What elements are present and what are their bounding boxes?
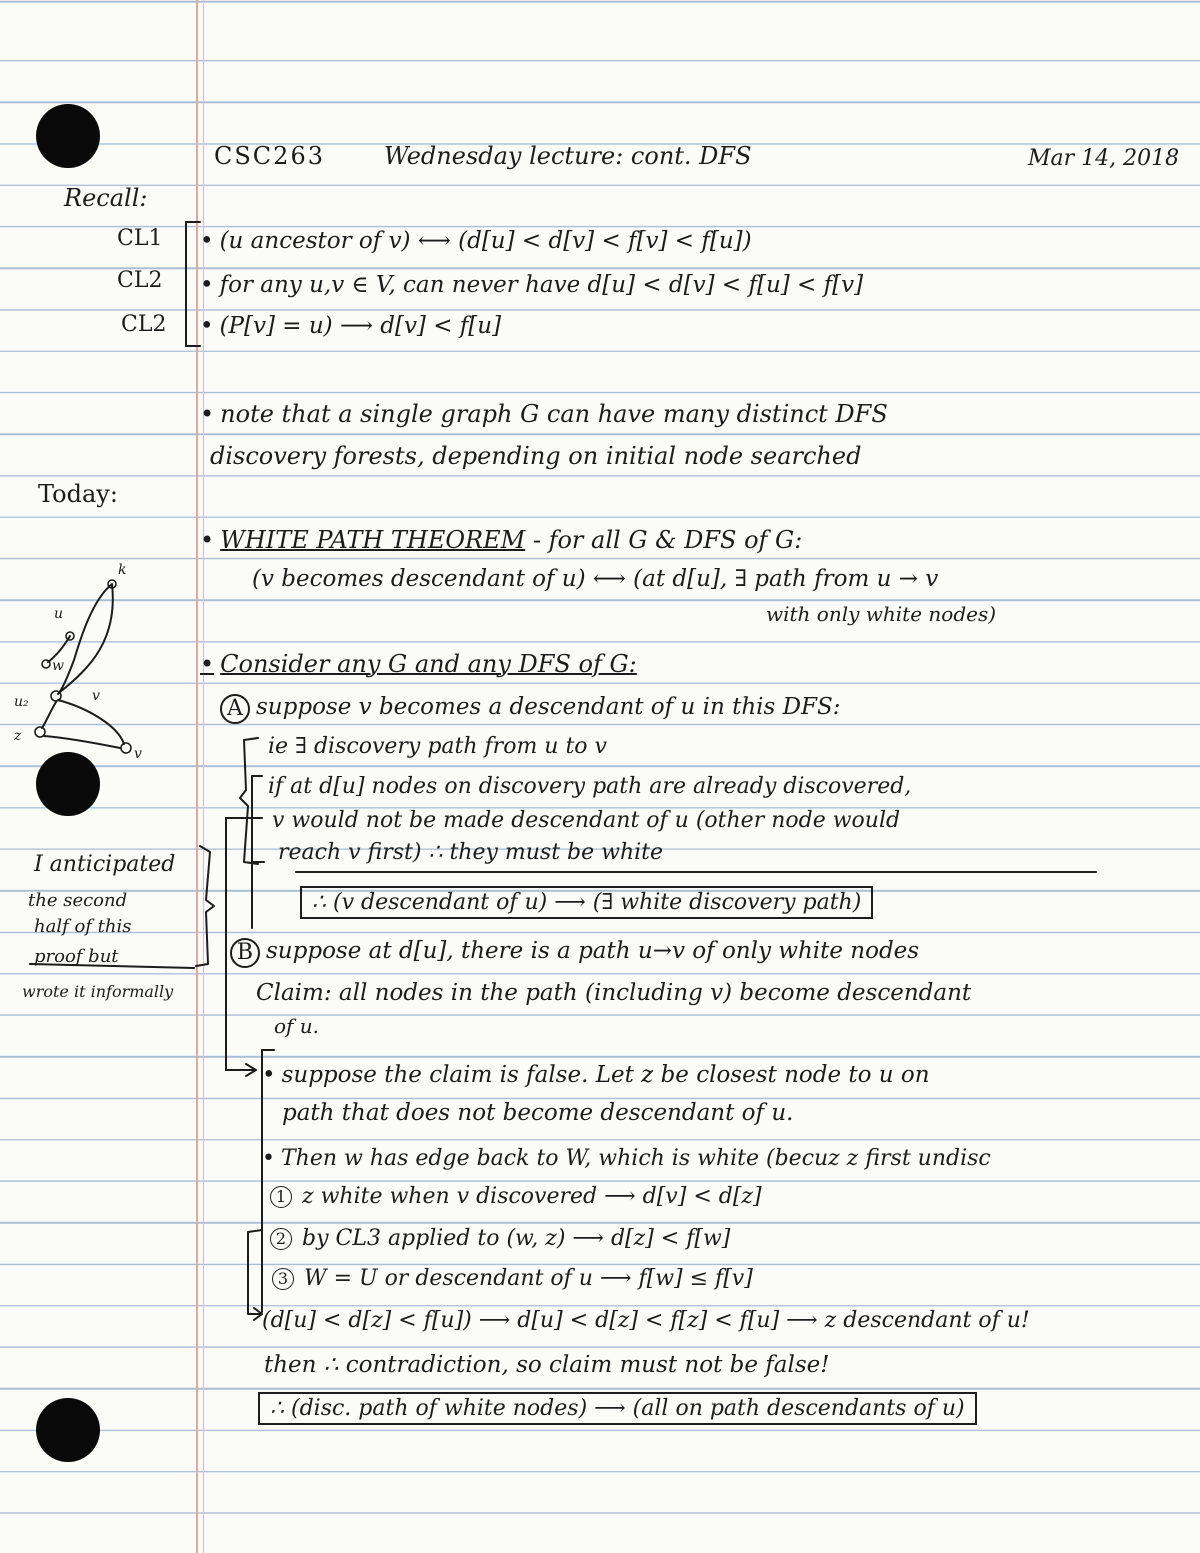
- today-label: Today:: [38, 480, 118, 508]
- graph-label-w: w: [52, 658, 64, 674]
- graph-edge: [58, 700, 124, 744]
- example-graph: [13, 562, 142, 762]
- margin-note-line: wrote it informally: [22, 982, 174, 1001]
- inequality-chain: (d[u] < d[z] < f[u]) ⟶ d[u] < d[z] < f[z] < f[u] ⟶ z descendant of u!: [262, 1308, 1030, 1333]
- part-b-statement: suppose at d[u], there is a path u→v of only white nodes: [266, 938, 920, 964]
- claim-line: Claim: all nodes in the path (including v) become descendant: [256, 980, 972, 1006]
- step-number: 1: [270, 1186, 292, 1208]
- suppose-bracket: [262, 1050, 274, 1312]
- graph-label-z: z: [14, 728, 22, 744]
- recall-tag: CL2: [121, 312, 167, 337]
- part-a-reason: reach v first) ∴ they must be white: [278, 840, 664, 865]
- proof-step: by CL3 applied to (w, z) ⟶ d[z] < f[w]: [302, 1226, 731, 1251]
- part-a-ie: ie ∃ discovery path from u to v: [268, 734, 607, 759]
- graph-label-v: v: [134, 746, 142, 762]
- part-a-reason: v would not be made descendant of u (other node would: [272, 808, 901, 833]
- course-code: CSC263: [214, 142, 325, 170]
- step-number: 3: [272, 1268, 294, 1290]
- contradiction-line: then ∴ contradiction, so claim must not be false!: [264, 1352, 830, 1378]
- graph-edge: [42, 702, 56, 728]
- graph-edge: [44, 736, 120, 748]
- proof-step: z white when v discovered ⟶ d[v] < d[z]: [302, 1184, 762, 1209]
- recall-tag: CL2: [117, 268, 163, 293]
- margin-note-line: half of this: [34, 916, 132, 937]
- margin-note-line: the second: [28, 890, 128, 911]
- graph-label-k: k: [118, 562, 127, 578]
- part-a-reason: if at d[u] nodes on discovery path are already discovered,: [268, 774, 912, 799]
- recall-item: • (u ancestor of v) ⟷ (d[u] < d[v] < f[v] < f[u]): [200, 228, 752, 254]
- note-line: • note that a single graph G can have many distinct DFS: [200, 400, 888, 428]
- proof-intro: • Consider any G and any DFS of G:: [200, 650, 637, 678]
- recall-item: • (P[v] = u) ⟶ d[v] < f[u]: [200, 313, 501, 339]
- part-a-statement: suppose v becomes a descendant of u in this DFS:: [256, 694, 841, 720]
- recall-tag: CL1: [117, 226, 163, 251]
- margin-note-underline: [30, 964, 194, 968]
- contradiction-setup: • suppose the claim is false. Let z be closest node to u on: [262, 1062, 930, 1088]
- step-number: 2: [270, 1228, 292, 1250]
- graph-node: [121, 743, 131, 753]
- claim-line: of u.: [274, 1014, 320, 1038]
- part-b-marker: B: [230, 938, 260, 968]
- part-a-conclusion: ∴ (v descendant of u) ⟶ (∃ white discovery path): [300, 886, 873, 919]
- proof-step: W = U or descendant of u ⟶ f[w] ≤ f[v]: [304, 1266, 753, 1291]
- theorem-statement: (v becomes descendant of u) ⟷ (at d[u], ∃ path from u → v: [252, 566, 939, 592]
- lecture-title: Wednesday lecture: cont. DFS: [384, 142, 752, 170]
- final-conclusion: ∴ (disc. path of white nodes) ⟶ (all on path descendants of u): [258, 1392, 977, 1425]
- theorem-title: WHITE PATH THEOREM: [220, 526, 526, 554]
- theorem-scope: - for all G & DFS of G:: [532, 526, 803, 554]
- margin-note-line: I anticipated: [34, 852, 176, 877]
- contradiction-setup: path that does not become descendant of u.: [282, 1100, 794, 1126]
- graph-label-u: u: [54, 606, 64, 622]
- part-a-marker: A: [220, 694, 250, 724]
- theorem-statement-cont: with only white nodes): [766, 602, 997, 626]
- recall-item: • for any u,v ∈ V, can never have d[u] < d[v] < f[u] < f[v]: [200, 272, 863, 298]
- graph-edge: [58, 584, 112, 694]
- part-a-bracket: [240, 738, 258, 864]
- lecture-date: Mar 14, 2018: [1028, 146, 1180, 171]
- steps-bracket: [248, 1230, 262, 1314]
- margin-note-bracket: [196, 846, 214, 966]
- margin-note-line: proof but: [34, 946, 119, 967]
- then-line: • Then w has edge back to W, which is white (becuz z first undisc: [262, 1146, 991, 1171]
- note-line: discovery forests, depending on initial node searched: [210, 442, 862, 470]
- recall-bracket: [186, 222, 200, 346]
- graph-label-u2: u₂: [14, 694, 29, 710]
- graph-label-v1: v: [92, 688, 100, 704]
- recall-label: Recall:: [64, 184, 148, 212]
